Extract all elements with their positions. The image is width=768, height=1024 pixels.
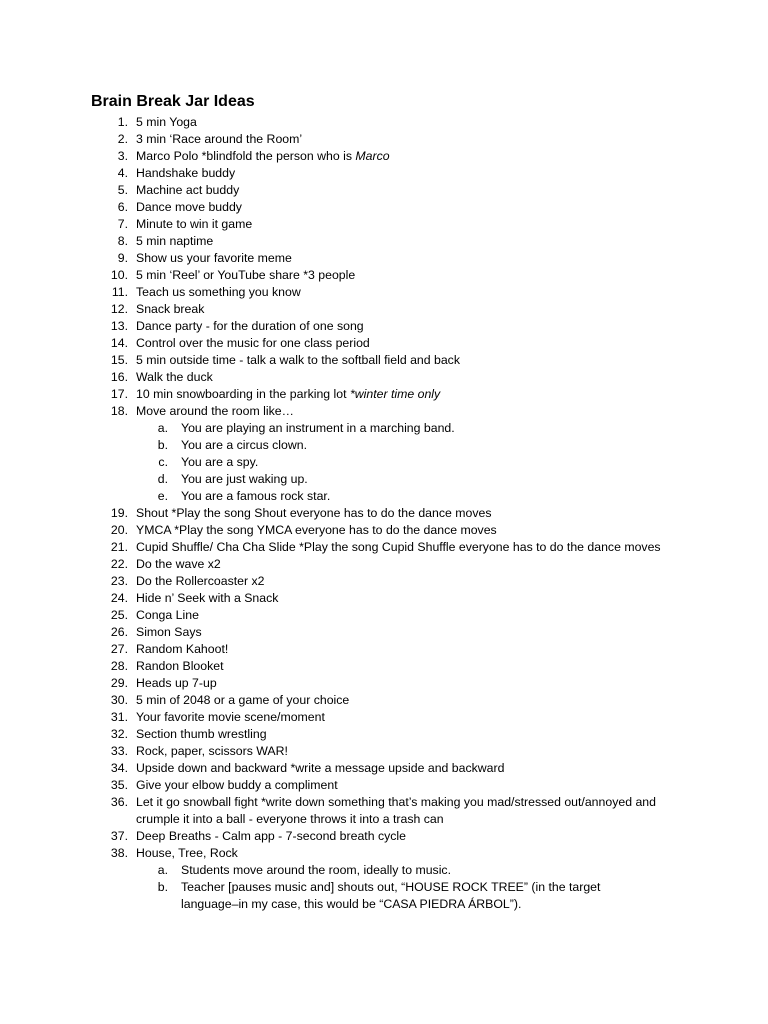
list-item: [0, 216, 768, 233]
sub-item-text: You are a famous rock star.: [181, 489, 331, 503]
item-number: 11.: [111, 285, 128, 299]
brain-break-list: [0, 114, 768, 913]
list-item: [0, 607, 768, 624]
item-text: Section thumb wrestling: [136, 727, 267, 741]
list-item: [0, 165, 768, 182]
item-text: 5 min naptime: [136, 234, 214, 248]
item-number: 17.: [110, 387, 128, 401]
list-item: [0, 522, 768, 539]
list-item: [0, 114, 768, 131]
item-text: 3 min ‘Race around the Room’: [136, 132, 303, 146]
item-number: 21.: [110, 540, 128, 554]
item-number: 37.: [110, 829, 128, 843]
item-number: 7.: [117, 217, 128, 231]
item-number: 35.: [110, 778, 128, 792]
list-item: [0, 267, 768, 284]
item-text: YMCA *Play the song YMCA everyone has to do the dance moves: [136, 523, 497, 537]
item-number: 14.: [110, 336, 128, 350]
list-item: [0, 794, 768, 828]
item-number: 20.: [110, 523, 128, 537]
sub-item-text: You are playing an instrument in a marching band.: [181, 421, 455, 435]
item-text: Your favorite movie scene/moment: [136, 710, 325, 724]
list-item: [0, 845, 768, 862]
item-emphasis: *winter time only: [349, 387, 441, 401]
list-item: [0, 131, 768, 148]
document-title: Brain Break Jar Ideas: [91, 93, 255, 110]
item-text: Heads up 7-up: [136, 676, 217, 690]
item-text: Conga Line: [136, 608, 199, 622]
item-text: Rock, paper, scissors WAR!: [136, 744, 288, 758]
item-text: 10 min snowboarding in the parking lot *winter time only: [136, 387, 441, 401]
item-number: 6.: [117, 200, 128, 214]
sub-item-letter: b.: [157, 880, 168, 894]
item-number: 15.: [110, 353, 128, 367]
item-number: 38.: [110, 846, 128, 860]
list-item: [0, 590, 768, 607]
item-text: Minute to win it game: [136, 217, 253, 231]
sub-list-item: [0, 488, 768, 505]
item-number: 5.: [117, 183, 128, 197]
sub-item-text: You are a circus clown.: [181, 438, 307, 452]
item-number: 25.: [110, 608, 128, 622]
sub-list-item: [0, 471, 768, 488]
list-item: [0, 777, 768, 794]
item-number: 19.: [110, 506, 128, 520]
list-item: [0, 624, 768, 641]
item-text: 5 min Yoga: [136, 115, 197, 129]
list-item: [0, 828, 768, 845]
sub-item-text: Students move around the room, ideally to music.: [181, 863, 451, 877]
item-number: 3.: [117, 149, 128, 163]
item-number: 12.: [110, 302, 128, 316]
item-number: 18.: [110, 404, 128, 418]
sub-item-letter: a.: [157, 863, 168, 877]
list-item: [0, 403, 768, 420]
item-number: 8.: [117, 234, 128, 248]
item-text: Dance party - for the duration of one song: [136, 319, 364, 333]
item-text: House, Tree, Rock: [136, 846, 238, 860]
item-number: 1.: [117, 115, 128, 129]
item-number: 10.: [110, 268, 128, 282]
sub-list-item: [0, 862, 768, 879]
item-text: Control over the music for one class period: [136, 336, 370, 350]
list-item: [0, 505, 768, 522]
item-text: 5 min outside time - talk a walk to the softball field and back: [136, 353, 460, 367]
list-item: [0, 675, 768, 692]
sub-item-letter: e.: [157, 489, 168, 503]
item-number: 16.: [110, 370, 128, 384]
item-text: 5 min of 2048 or a game of your choice: [136, 693, 350, 707]
item-text: Randon Blooket: [136, 659, 224, 673]
item-text: Let it go snowball fight *write down something that’s making you mad/stressed out/annoyed and crumple it into a ball - everyone throws it into a trash can: [136, 795, 656, 826]
sub-list-item: [0, 437, 768, 454]
item-number: 4.: [117, 166, 128, 180]
list-item: [0, 284, 768, 301]
item-text: Walk the duck: [136, 370, 213, 384]
item-text: Show us your favorite meme: [136, 251, 292, 265]
item-text: Snack break: [136, 302, 205, 316]
list-item: [0, 199, 768, 216]
item-number: 9.: [117, 251, 128, 265]
item-text: Cupid Shuffle/ Cha Cha Slide *Play the song Cupid Shuffle everyone has to do the dance moves: [136, 540, 661, 554]
item-text: 5 min ‘Reel’ or YouTube share *3 people: [136, 268, 356, 282]
item-text: Random Kahoot!: [136, 642, 229, 656]
sub-item-text: Teacher [pauses music and] shouts out, “HOUSE ROCK TREE” (in the target language–in my case, this would be “CASA PIEDRA ÁRBOL”).: [181, 880, 601, 911]
item-text: Deep Breaths - Calm app - 7-second breath cycle: [136, 829, 406, 843]
item-number: 2.: [117, 132, 128, 146]
list-item: [0, 709, 768, 726]
item-number: 13.: [110, 319, 128, 333]
item-text: Handshake buddy: [136, 166, 236, 180]
list-item: [0, 692, 768, 709]
item-emphasis: Marco: [355, 149, 390, 163]
list-item: [0, 573, 768, 590]
item-text: Teach us something you know: [136, 285, 301, 299]
sub-item-text: You are just waking up.: [181, 472, 308, 486]
item-number: 33.: [110, 744, 128, 758]
item-text: Do the Rollercoaster x2: [136, 574, 265, 588]
item-number: 23.: [110, 574, 128, 588]
item-number: 30.: [110, 693, 128, 707]
sub-item-letter: b.: [157, 438, 168, 452]
item-text: Shout *Play the song Shout everyone has to do the dance moves: [136, 506, 492, 520]
list-item: [0, 539, 768, 556]
list-item: [0, 148, 768, 165]
item-number: 32.: [110, 727, 128, 741]
list-item: [0, 658, 768, 675]
sub-item-letter: d.: [157, 472, 168, 486]
item-text: Hide n’ Seek with a Snack: [136, 591, 279, 605]
list-item: [0, 318, 768, 335]
list-item: [0, 386, 768, 403]
list-item: [0, 641, 768, 658]
item-number: 31.: [110, 710, 128, 724]
sub-item-text: You are a spy.: [181, 455, 259, 469]
item-text: Move around the room like…: [136, 404, 294, 418]
list-item: [0, 369, 768, 386]
item-text: Upside down and backward *write a message upside and backward: [136, 761, 505, 775]
item-number: 36.: [110, 795, 128, 809]
item-number: 28.: [110, 659, 128, 673]
item-text: Dance move buddy: [136, 200, 242, 214]
item-number: 26.: [110, 625, 128, 639]
sub-item-letter: a.: [157, 421, 168, 435]
list-item: [0, 182, 768, 199]
list-item: [0, 301, 768, 318]
list-item: [0, 760, 768, 777]
list-item: [0, 726, 768, 743]
list-item: [0, 743, 768, 760]
item-text: Simon Says: [136, 625, 202, 639]
list-item: [0, 250, 768, 267]
sub-list-item: [0, 420, 768, 437]
sub-item-letter: c.: [158, 455, 168, 469]
item-number: 27.: [110, 642, 128, 656]
item-number: 29.: [110, 676, 128, 690]
item-text: Marco Polo *blindfold the person who is Marco: [136, 149, 390, 163]
item-number: 34.: [110, 761, 128, 775]
item-text: Do the wave x2: [136, 557, 221, 571]
list-item: [0, 233, 768, 250]
list-item: [0, 335, 768, 352]
list-item: [0, 352, 768, 369]
item-number: 24.: [110, 591, 128, 605]
list-item: [0, 556, 768, 573]
item-number: 22.: [110, 557, 128, 571]
item-text: Machine act buddy: [136, 183, 240, 197]
sub-list-item: [0, 454, 768, 471]
sub-list-item: [0, 879, 768, 913]
item-text: Give your elbow buddy a compliment: [136, 778, 338, 792]
